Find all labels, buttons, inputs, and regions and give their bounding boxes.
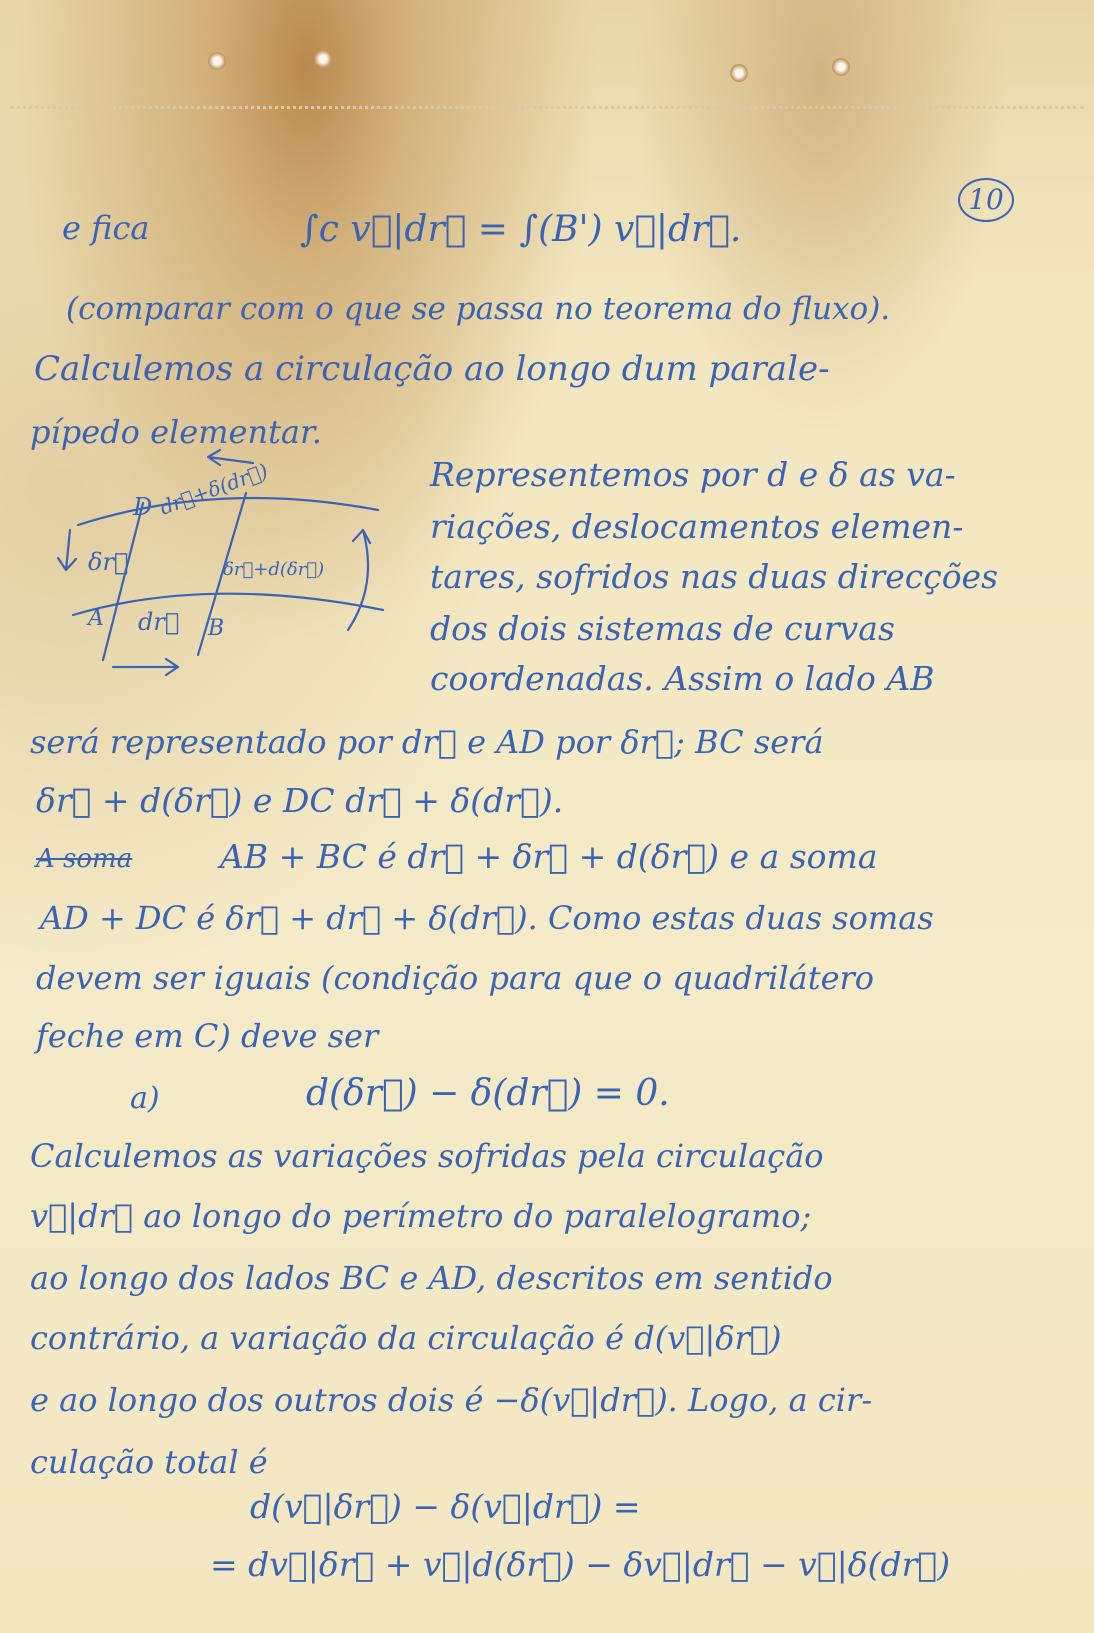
line-5: Representemos por d e δ as va- (430, 455, 956, 494)
top-edge-label: dr⃗+δ(dr⃗) (156, 458, 272, 520)
binding-hole (730, 64, 748, 82)
vertex-label-b: B (208, 616, 225, 641)
upper-curve (78, 498, 378, 525)
left-edge-label: δr⃗ (88, 548, 129, 576)
line-7: tares, sofridos nas duas direcções (430, 557, 999, 596)
bottom-arrow (113, 659, 178, 675)
page-number: 10 (958, 178, 1014, 222)
line-12: AB + BC é dr⃗ + δr⃗ + d(δr⃗) e a soma (220, 837, 878, 876)
line-20: contrário, a variação da circulação é d(v⃗|δr⃗) (30, 1319, 782, 1357)
line-1-prefix: e fica (62, 209, 150, 247)
line-9: coordenadas. Assim o lado AB (430, 659, 935, 698)
line-17: Calculemos as variações sofridas pela circulação (30, 1137, 824, 1175)
right-arrow (348, 530, 370, 630)
perforation-line (10, 106, 1084, 109)
binding-hole (314, 50, 332, 68)
binding-hole (208, 52, 226, 70)
struck-out-text: A soma (36, 844, 133, 874)
left-edge (103, 503, 143, 660)
line-10: será representado por dr⃗ e AD por δr⃗; BC será (30, 723, 824, 761)
line-19: ao longo dos lados BC e AD, descritos em sentido (30, 1259, 833, 1297)
line-15: feche em C) deve ser (36, 1017, 379, 1055)
line-14: devem ser iguais (condição para que o quadrilátero (36, 959, 875, 997)
bottom-edge-label: dr⃗ (138, 608, 180, 636)
line-21: e ao longo dos outros dois é −δ(v⃗|dr⃗). Logo, a cir- (30, 1381, 873, 1419)
binding-hole (832, 58, 850, 76)
line-18: v⃗|dr⃗ ao longo do perímetro do paralelogramo; (30, 1197, 812, 1235)
line-8: dos dois sistemas de curvas (430, 609, 895, 648)
left-arrow (58, 530, 76, 570)
vertex-label-d: D (133, 493, 153, 521)
line-2: (comparar com o que se passa no teorema do fluxo). (66, 291, 891, 327)
line-24-equation: = dv⃗|δr⃗ + v⃗|d(δr⃗) − δv⃗|dr⃗ − v⃗|δ(dr⃗) (210, 1545, 951, 1584)
equation-label-a: a) (130, 1081, 160, 1116)
line-22: culação total é (30, 1443, 268, 1481)
line-3: Calculemos a circulação ao longo dum parale- (34, 349, 830, 389)
line-23-equation: d(v⃗|δr⃗) − δ(v⃗|dr⃗) = (250, 1487, 641, 1526)
line-4: pípedo elementar. (30, 413, 322, 451)
vertex-label-a: A (88, 606, 104, 631)
line-16-equation: d(δr⃗) − δ(dr⃗) = 0. (306, 1073, 670, 1114)
line-1-equation: ∫c v⃗|dr⃗ = ∫(B') v⃗|dr⃗. (300, 209, 742, 250)
line-6: riações, deslocamentos elemen- (430, 507, 964, 546)
parallelogram-diagram (48, 445, 428, 705)
top-arrow (208, 450, 253, 465)
line-11: δr⃗ + d(δr⃗) e DC dr⃗ + δ(dr⃗). (36, 781, 564, 820)
line-13: AD + DC é δr⃗ + dr⃗ + δ(dr⃗). Como estas duas somas (40, 899, 934, 937)
right-edge-label: δr⃗+d(δr⃗) (223, 559, 325, 580)
